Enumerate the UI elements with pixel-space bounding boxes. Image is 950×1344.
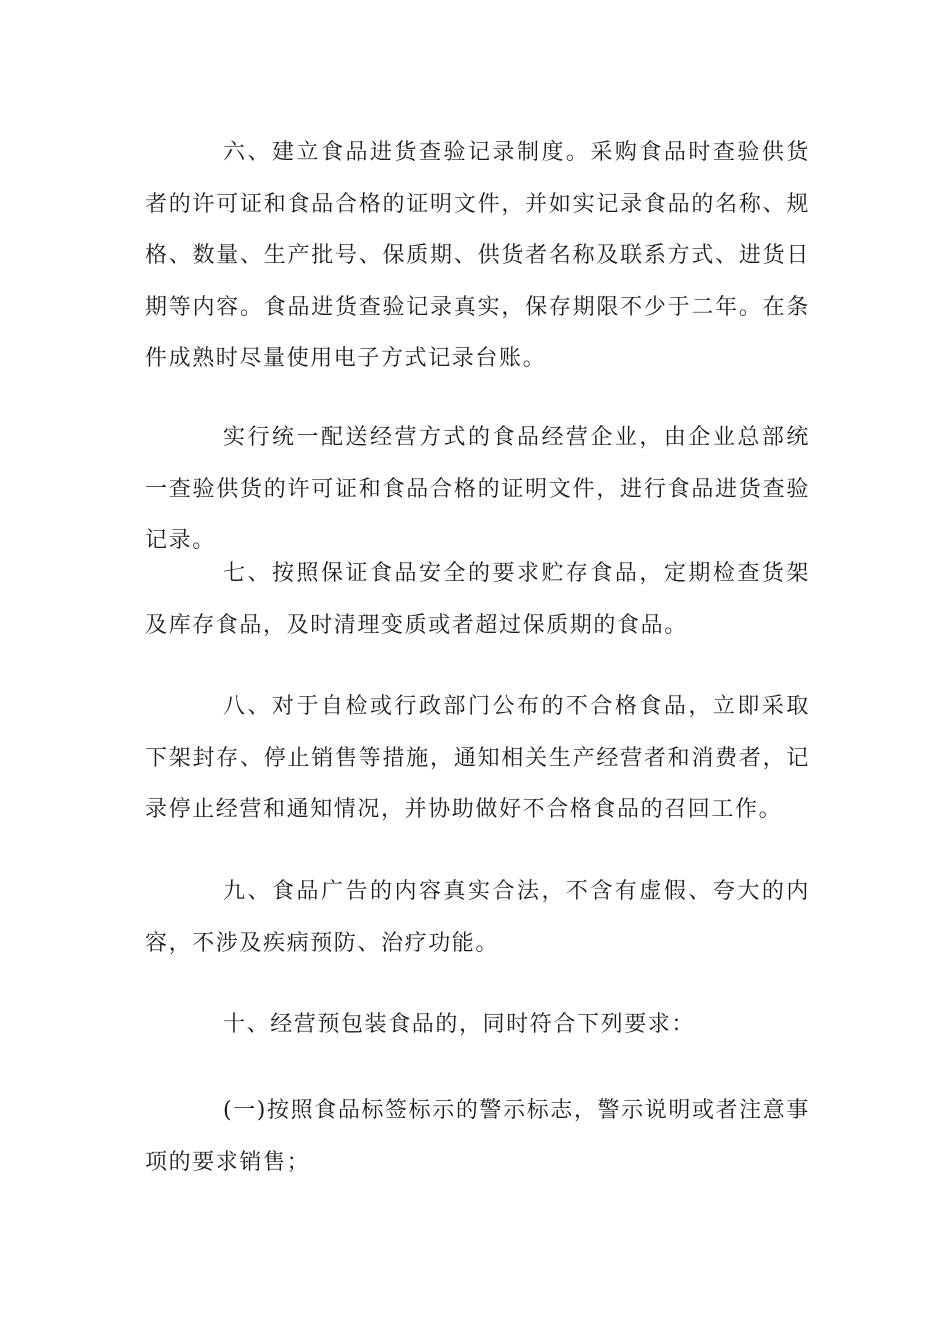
paragraph-unified-distribution: 实行统一配送经营方式的食品经营企业，由企业总部统一查验供货的许可证和食品合格的证明文件，进行食品进货查验记录。 [145, 425, 810, 553]
paragraph-item-8: 八、对于自检或行政部门公布的不合格食品，立即采取下架封存、停止销售等措施，通知相关生产经营者和消费者，记录停止经营和通知情况，并协助做好不合格食品的召回工作。 [145, 694, 810, 822]
paragraph-item-6: 六、建立食品进货查验记录制度。采购食品时查验供货者的许可证和食品合格的证明文件，并如实记录食品的名称、规格、数量、生产批号、保质期、供货者名称及联系方式、进货日期等内容。食品进货查验记录真实，保存期限不少于二年。在条件成熟时尽量使用电子方式记录台账。 [145, 140, 810, 371]
paragraph-item-9: 九、食品广告的内容真实合法，不含有虚假、夸大的内容，不涉及疾病预防、治疗功能。 [145, 879, 810, 956]
paragraph-item-10: 十、经营预包装食品的，同时符合下列要求： [223, 1012, 696, 1037]
paragraph-item-10-sub-1: (一)按照食品标签标示的警示标志，警示说明或者注意事项的要求销售； [145, 1098, 810, 1175]
paragraph-item-7: 七、按照保证食品安全的要求贮存食品，定期检查货架及库存食品，及时清理变质或者超过保质期的食品。 [145, 561, 810, 638]
